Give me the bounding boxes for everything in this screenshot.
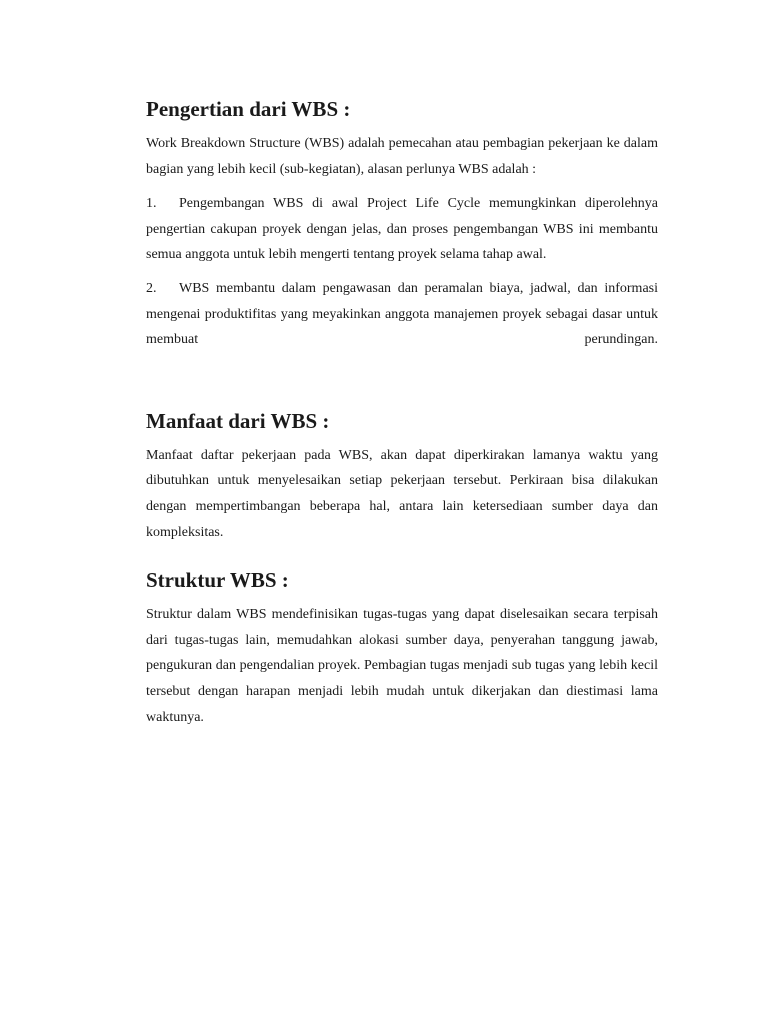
list-item (146, 191, 658, 268)
paragraph-intro: Work Breakdown Structure (WBS) adalah pemecahan atau pembagian pekerjaan ke dalam bagian yang lebih kecil (sub-kegiatan), alasan perlunya WBS adalah : (146, 136, 658, 177)
document-body (146, 96, 658, 730)
paragraph-manfaat: Manfaat daftar pekerjaan pada WBS, akan dapat diperkirakan lamanya waktu yang dibutuhkan untuk menyelesaikan setiap pekerjaan tersebut. Perkiraan bisa dilakukan dengan mempertimbangan beberapa hal, antara lain ketersediaan sumber daya dan kompleksitas. (146, 447, 658, 540)
section-heading-struktur: Struktur WBS : (146, 568, 289, 593)
list-item-text: Pengembangan WBS di awal Project Life Cycle memungkinkan diperolehnya pengertian cakupan proyek dengan jelas, dan proses pengembangan WBS ini membantu semua anggota untuk lebih mengerti tentang proyek selama tahap awal. (146, 196, 658, 263)
list-item-text: WBS membantu dalam pengawasan dan peramalan biaya, jadwal, dan informasi mengenai produktifitas yang meyakinkan anggota manajemen proyek sebagai dasar untuk membuat perundingan. (146, 280, 658, 348)
list-item (146, 276, 658, 353)
section-heading-pengertian: Pengertian dari WBS : (146, 97, 351, 121)
list-item-number: 2. (146, 280, 157, 296)
paragraph-struktur: Struktur dalam WBS mendefinisikan tugas-tugas yang dapat diselesaikan secara terpisah dari tugas-tugas lain, memudahkan alokasi sumber daya, penyerahan tanggung jawab, pengukuran dan pengendalian proyek. Pembagian tugas menjadi sub tugas yang lebih kecil tersebut dengan harapan menjadi lebih mudah untuk dikerjakan dan diestimasi lama waktunya. (146, 607, 658, 725)
list-item-number: 1. (146, 196, 157, 212)
section-heading-manfaat: Manfaat dari WBS : (146, 408, 330, 433)
